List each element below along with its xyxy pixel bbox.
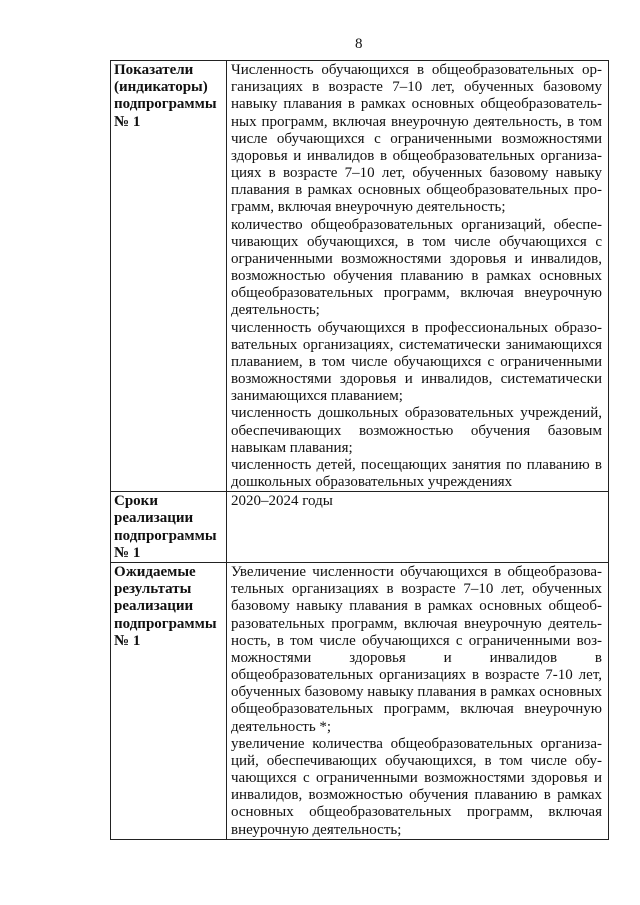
text-line: 2020–2024 годы [231,493,333,510]
label-line: (индикаторы) [114,79,208,96]
text-line: деятельность; [231,302,320,319]
text-line: возможностью обучения плаванию в рамках основных [231,268,602,285]
timeline-label-cell [111,492,227,563]
text-line: циях в возрасте 7–10 лет, обученных базовому навыку [231,165,602,182]
text-line: ганизациях в возрасте 7–10 лет, обученных базовому [231,79,602,96]
text-line: внеурочную деятельность; [231,821,402,838]
text-line: деятельность *; [231,718,332,735]
label-line: № 1 [114,113,141,130]
text-line: увеличение количества общеобразовательных организа- [231,735,602,752]
label-line: № 1 [114,632,141,649]
paragraph [231,457,602,491]
text-line: общеобразовательных организациях в возрасте 7-10 лет, [231,667,602,684]
text-line: здоровья и инвалидов в общеобразовательных организа- [231,147,602,164]
text-line: численность детей, посещающих занятия по плаванию в [231,456,602,473]
paragraph [231,62,602,217]
table-row-timeline [111,492,609,563]
text-line: ций, обеспечивающих обучающихся, в том числе обу- [231,752,602,769]
table-row-indicators [111,61,609,492]
text-line: вательных организациях, систематически занимающихся [231,336,602,353]
text-line: ных программ, включая внеурочную деятельность, в том [231,113,602,130]
label-line: подпрограммы [114,96,217,113]
text-line: чающихся с ограниченными возможностями здоровья и [231,770,602,787]
text-line: общеобразовательных программ, включая внеурочную [231,285,602,302]
text-line: грамм, включая внеурочную деятельность; [231,199,506,216]
text-line: навыкам плавания; [231,439,353,456]
text-line: плаванием, в том числе обучающихся с ограниченными [231,353,602,370]
text-line: навыку плавания в рамках основных общеобразователь- [231,96,602,113]
text-line: базовому навыку плавания в рамках основных общеоб- [231,598,602,615]
paragraph [231,493,602,510]
text-line: возможностями здоровья и инвалидов, систематически [231,371,602,388]
text-line: тельных организациях в возрасте 7–10 лет, обученных [231,581,602,598]
label-line: результаты [114,581,192,598]
text-line: обученных базовому навыку плавания в рамках основных [231,684,602,701]
paragraph [231,564,602,736]
text-line: численность дошкольных образовательных учреждений, [231,405,602,422]
text-line: чивающих обучающихся, в том числе обучающихся с [231,233,602,250]
expected-results-label-cell [111,562,227,839]
text-line: ограниченными возможностями здоровья и инвалидов, [231,250,602,267]
label-line: Показатели [114,62,194,78]
label-line: Сроки [114,493,158,510]
page-number: 8 [355,36,363,52]
paragraph [231,736,602,839]
paragraph [231,217,602,320]
text-line: общеобразовательных программ, включая внеурочную [231,701,602,718]
text-line: основных общеобразовательных программ, включая [231,804,602,821]
text-line: Увеличение численности обучающихся в общеобразова- [231,563,602,580]
text-line: численность обучающихся в профессиональных образо- [231,319,602,336]
text-line: разовательных программ, включая внеурочную деятель- [231,615,602,632]
paragraph [231,320,602,406]
text-line: Численность обучающихся в общеобразовательных ор- [231,62,602,78]
label-line: подпрограммы [114,615,217,632]
label-line: Ожидаемые [114,563,196,580]
table-row-expected-results [111,562,609,839]
text-line: плавания в рамках основных общеобразовательных про- [231,182,602,199]
label-line: подпрограммы [114,527,217,544]
text-line: количество общеобразовательных организаций, обеспе- [231,216,602,233]
expected-results-content-cell [227,562,609,839]
subprogram-passport-table [110,60,609,840]
label-line: № 1 [114,544,141,561]
text-line: обеспечивающих возможностью обучения базовым [231,422,602,439]
text-line: занимающихся плаванием; [231,388,403,405]
text-line: ность, в том числе обучающихся с ограниченными воз- [231,632,602,649]
paragraph [231,405,602,457]
text-line: можностями здоровья и инвалидов в [231,649,602,666]
text-line: числе обучающихся с ограниченными возможностями [231,130,602,147]
text-line: дошкольных образовательных учреждениях [231,474,513,491]
indicators-content-cell [227,61,609,492]
indicators-label-cell [111,61,227,492]
label-line: реализации [114,510,194,527]
text-line: инвалидов, возможностью обучения плаванию в рамках [231,787,602,804]
timeline-content-cell [227,492,609,563]
label-line: реализации [114,598,194,615]
